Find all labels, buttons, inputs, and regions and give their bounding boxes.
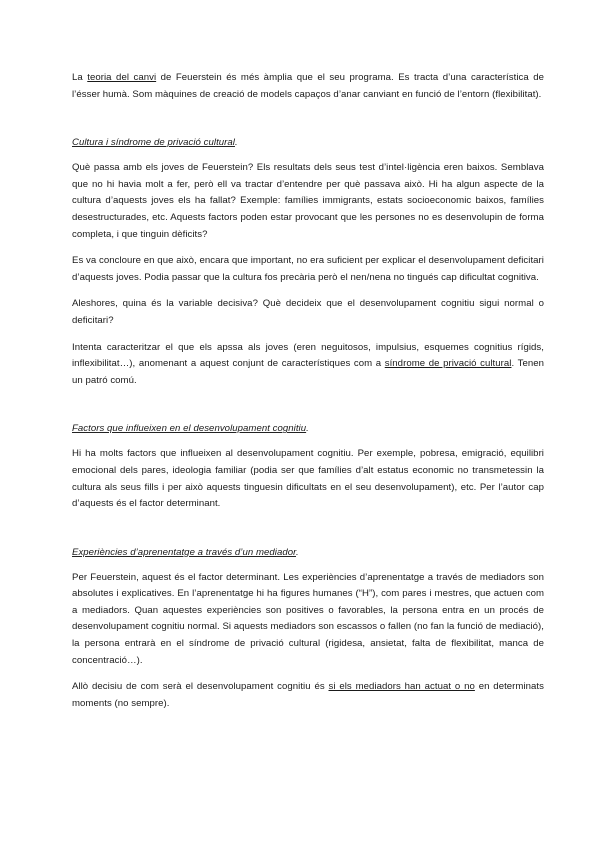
experiences-p2-start: Allò decisiu de com serà el desenvolupament cognitiu és	[72, 681, 329, 693]
document-page	[72, 70, 544, 712]
heading-period: .	[306, 423, 309, 435]
culture-p4-start: Intenta caracteritzar el que els apssa als joves (eren neguitosos, impulsius, esquemes cognitius rígids, inflexibilitat…), anomenant a aquest conjunt de característiques com a	[72, 341, 544, 370]
factors-paragraph-1: Hi ha molts factors que influeixen al desenvolupament cognitiu. Per exemple, pobresa, emigració, equilibri emocional dels pares, ideologia familiar (podia ser que famílies d’alt estatus economic no transmetessin la cultura als seus fills i per això aquests tinguesin dificultats en el seu desenvolupament), etc. Per l’autor cap d’aquests és el factor determinant.	[72, 448, 544, 510]
experiences-p2-end: en determinats moments (no sempre).	[72, 681, 544, 709]
section-heading-experiences-text: Experiències d’aprenentatge a través d’un mediador	[72, 546, 297, 558]
intro-text-end: de Feuerstein és més àmplia que el seu programa. Es tracta d’una característica de l’ésser humà. Som màquines de creació de models capaços d’anar canviant en funció de l’entorn (flexibilitat).	[72, 72, 544, 100]
section-heading-factors	[72, 421, 544, 437]
experiences-paragraph-1: Per Feuerstein, aquest és el factor determinant. Les experiències d’aprenentatge a través de mediadors son absolutes i explicatives. En l’aprenentatge hi ha figures humanes (“H”), com pares i mestres, que actuen com a mediadors. Quan aquestes experiències son positives o favorables, la persona entra en un procés de desenvolupament cognitiu normal. Si aquests mediadors son escassos o fallen (no fan la funció de mediació), la persona entrarà en el síndrome de privació cultural (rigidesa, ansietat, falta de flexibilitat, manca de concentració…).	[72, 571, 544, 666]
heading-period: .	[296, 546, 299, 558]
culture-paragraph-2: Es va concloure en que això, encara que important, no era suficient per explicar el desenvolupament deficitari d’aquests joves. Podia passar que la cultura fos precària però el nen/nena no tingués cap dificultat cognitiva.	[72, 255, 544, 283]
section-heading-factors-text: Factors que influeixen en el desenvolupament cognitiu	[72, 423, 307, 435]
heading-period: .	[234, 137, 238, 149]
theory-of-change-link[interactable]: teoria del canvi	[87, 72, 157, 83]
experiences-paragraph-2	[72, 679, 544, 712]
culture-paragraph-1: Què passa amb els joves de Feuerstein? Els resultats dels seus test d’intel·ligència eren baixos. Semblava que no hi havia molt a fer, però ell va tractar d’entendre per què passava això. Hi ha algun aspecte de la cultura d’aquests joves els ha fallat? Exemple: famílies immigrants, estats socioeconomic baixos, famílies desestructurades, etc. Aquests factors poden estar provocant que les persones no es desenvolupin de forma completa, i que tinguin dèficits?	[72, 162, 544, 240]
culture-paragraph-3: Aleshores, quina és la variable decisiva? Què decideix que el desenvolupament cognitiu sigui normal o deficitari?	[72, 298, 544, 326]
culture-p4-end: . Tenen un patró comú.	[72, 358, 544, 386]
section-heading-experiences	[72, 545, 544, 561]
intro-paragraph	[72, 70, 544, 103]
mediators-link[interactable]: si els mediadors han actuat o no	[328, 681, 475, 693]
section-heading-culture-text: Cultura i síndrome de privació cultural	[72, 137, 235, 149]
intro-text-start: La	[72, 72, 88, 83]
cultural-deprivation-link[interactable]: síndrome de privació cultural	[384, 358, 512, 370]
section-heading-culture	[72, 135, 544, 151]
culture-paragraph-4	[72, 340, 544, 390]
